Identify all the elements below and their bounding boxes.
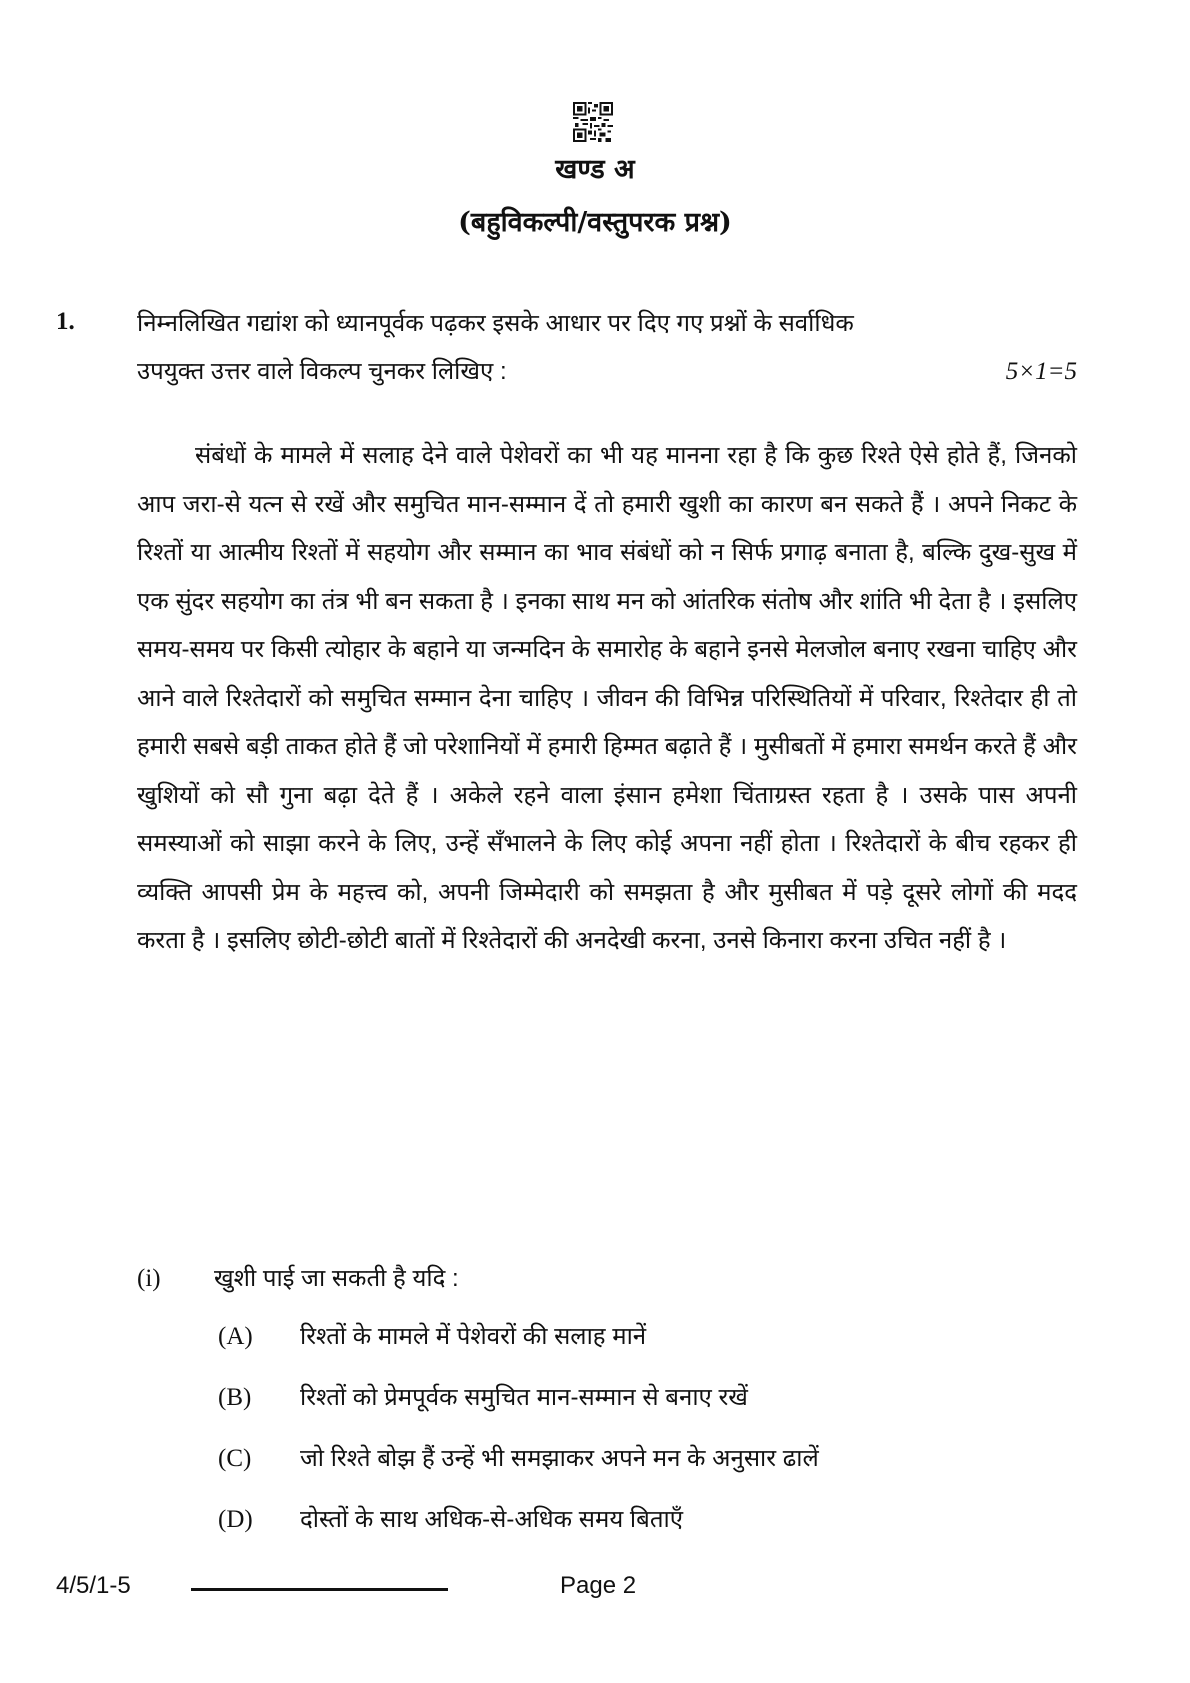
section-subtitle: (बहुविकल्पी/वस्तुपरक प्रश्न)	[458, 207, 732, 238]
option-text: जो रिश्ते बोझ हैं उन्हें भी समझाकर अपने मन के अनुसार ढालें	[300, 1445, 819, 1472]
subquestion-text: खुशी पाई जा सकती है यदि :	[214, 1265, 459, 1292]
answer-options	[218, 1320, 819, 1564]
option-c	[218, 1442, 819, 1503]
page-footer	[0, 1572, 1190, 1612]
page-number: Page 2	[560, 1572, 637, 1599]
instruction-line-2-row	[137, 348, 1077, 396]
option-letter: (A)	[218, 1323, 253, 1350]
option-d	[218, 1503, 819, 1564]
question-instruction	[137, 300, 1077, 396]
paper-code: 4/5/1-5	[56, 1572, 131, 1599]
footer-divider	[191, 1588, 448, 1591]
instruction-line-2: उपयुक्त उत्तर वाले विकल्प चुनकर लिखिए :	[137, 358, 507, 385]
qr-code-icon	[573, 102, 613, 142]
section-title: खण्ड अ	[555, 154, 635, 185]
instruction-line-1: निम्नलिखित गद्यांश को ध्यानपूर्वक पढ़कर इसके आधार पर दिए गए प्रश्नों के सर्वाधिक	[137, 310, 854, 337]
option-text: दोस्तों के साथ अधिक-से-अधिक समय बिताएँ	[300, 1506, 684, 1533]
option-letter: (B)	[218, 1384, 252, 1411]
subquestion-label: (i)	[137, 1265, 161, 1292]
reading-passage: संबंधों के मामले में सलाह देने वाले पेशेवरों का भी यह मानना रहा है कि कुछ रिश्ते ऐसे होते हैं, जिनको आप जरा-से यत्न से रखें और समुचित मान-सम्मान दें तो हमारी खुशी का कारण बन सकते हैं । अपने निकट के रिश्तों या आत्मीय रिश्तों में सहयोग और सम्मान का भाव संबंधों को न सिर्फ प्रगाढ़ बनाता है, बल्कि दुख-सुख में एक सुंदर सहयोग का तंत्र भी बन सकता है । इनका साथ मन को आंतरिक संतोष और शांति भी देता है । इसलिए समय-समय पर किसी त्योहार के बहाने या जन्मदिन के समारोह के बहाने इनसे मेलजोल बनाए रखना चाहिए और आने वाले रिश्तेदारों को समुचित सम्मान देना चाहिए । जीवन की विभिन्न परिस्थितियों में परिवार, रिश्तेदार ही तो हमारी सबसे बड़ी ताकत होते हैं जो परेशानियों में हमारी हिम्मत बढ़ाते हैं । मुसीबतों में हमारा समर्थन करते हैं और खुशियों को सौ गुना बढ़ा देते हैं । अकेले रहने वाला इंसान हमेशा चिंताग्रस्त रहता है । उसके पास अपनी समस्याओं को साझा करने के लिए, उन्हें सँभालने के लिए कोई अपना नहीं होता । रिश्तेदारों के बीच रहकर ही व्यक्ति आपसी प्रेम के महत्त्व को, अपनी जिम्मेदारी को समझता है और मुसीबत में पड़े दूसरे लोगों की मदद करता है । इसलिए छोटी-छोटी बातों में रिश्तेदारों की अनदेखी करना, उनसे किनारा करना उचित नहीं है ।	[137, 442, 1077, 954]
option-b	[218, 1381, 819, 1442]
option-text: रिश्तों के मामले में पेशेवरों की सलाह मानें	[300, 1323, 647, 1350]
option-letter: (D)	[218, 1506, 253, 1533]
subquestion-i	[137, 1262, 459, 1296]
option-letter: (C)	[218, 1445, 252, 1472]
question-number: 1.	[56, 308, 75, 335]
option-text: रिश्तों को प्रेमपूर्वक समुचित मान-सम्मान से बनाए रखें	[300, 1384, 748, 1411]
marks-allocation: 5×1=5	[1005, 358, 1077, 385]
option-a	[218, 1320, 819, 1381]
